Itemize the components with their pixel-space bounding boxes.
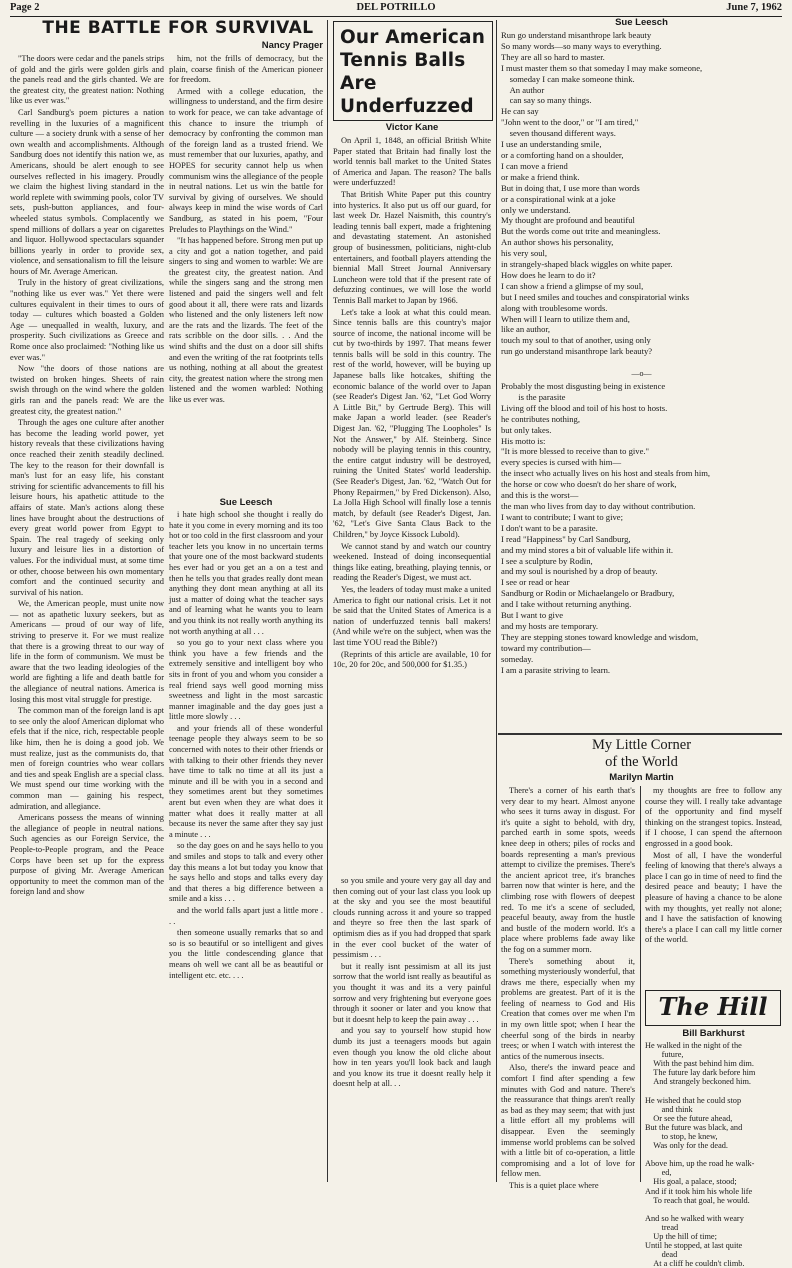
battle-right-column	[169, 54, 323, 484]
battle-paragraph: Carl Sandburg's poem pictures a nation revelling in the luxuries of a magnificent culture — a society drunk with a sense of her own wealth and accomplishments. Although Sandburg does not identify this nation we, as Americans, should be alert enough to see ourselves reflected in his imagery. Proudly we claim the highest living standard in the world replete with swimming pools, color TV sets, push-button appliances, and four-wheeled status symbols. Complacently we spend millions of dollars a year on cigarettes and liquor. Hollywood spectaculars squander billions yearly in order to provide sex, violence, and sensationalism to fill the leisure hours of Mr. Average American.	[10, 107, 164, 276]
corner-left-column	[501, 786, 635, 1190]
tennis-title-line: Underfuzzed	[340, 96, 474, 117]
battle-paragraph: him, not the frills of democracy, but the plain, coarse finish of the American pioneer for freedom.	[169, 54, 323, 85]
battle-left-column	[10, 54, 164, 1181]
tennis-paragraph: That British White Paper put this country into hysterics. It also put us off our guard, for last week Dr. Hazel Naismith, this country's leading tennis ball expert, made a frightening and devastating statement. An astonished group of businessmen, politicians, night-club entertainers, and football players attending the biennial Mall Street Journal Anniversary Luncheon were told that if the present rate of defuzzing continues, we will lose the world Tennis Ball market to Japan by 1966.	[333, 189, 491, 305]
leesch-poem-part1: Run go understand misanthrope lark beauty So many words—so many ways to everything. They are all so hard to master. I must master them so that someday I may make someone, someday I can make someone think. An author can say so many things. He can say "John went to the door," or "I am tired," seven thousand different ways. I use an understanding smile, or a comforting hand on a shoulder, I can move a friend or make a friend think. But in doing that, I use more than words or a conspirational wink at a joke only we understand. My thought are profound and beautiful But the words come out trite and meaningless. An author shows his personality, his very soul, in strangely-shaped black wiggles on white paper. How does he learn to do it? I can show a friend a glimpse of my soul, but I need smiles and touches and conspiratorial winks along with troublesome words. When will I learn to utilize them and, like an author, touch my soul to that of another, using only run go understand misanthrope lark beauty?	[501, 30, 703, 357]
tennis-title	[334, 22, 492, 118]
leesch-prose-column	[169, 510, 323, 1182]
hill-poem: He walked in the night of the future, With the past behind him dim. The future lay dark before him And strangely beckoned him. He wished that he could stop and think Or see the future ahead, But the future was black, and to stop, he knew, Was only for the dead. Above him, up the road he walk- ed, His goal, a palace, stood; And if it took him his whole life To reach that goal, he would. And so he walked with weary tread Up the hill of time; Until he stopped, at last quite dead At a cliff he couldn't climb.	[645, 1041, 756, 1268]
battle-paragraph: Truly in the history of great civilizations, "nothing like us ever was." Yet there were cultures equivalent in their times to ours of today — cultures which boasted a Golden Age — unequalled in wealth, luxury, and prosperity. Such civilizations as Greece and Rome once also proclaimed: "Nothing like us ever was."	[10, 278, 164, 362]
corner-right-column	[645, 786, 782, 982]
battle-paragraph: We, the American people, must unite now — not as apathetic luxury seekers, but as Americans — proud of our way of life, striving to preserve it. For we must realize that there is a growing threat to our way of life in the form of communism. We must be aware that the two leading ideologies of the world are fighting a life and death battle for the allegiance of neutral nations. America is losing this most vital struggle for prestige.	[10, 599, 164, 704]
leesch-paragraph: but it really isnt pessimism at all its just sorrow that the world isnt really as beautiful as you thought it was and its a very painful sorrow and very frightening but everyone goes through it sooner or later and you know that but it doesnt help to keep the pain away . . .	[333, 961, 491, 1024]
battle-paragraph: "It has happened before. Strong men put up a city and got a nation together, and paid singers to sing and women to warble: We are the greatest city, the greatest nation. And while the singers sang and the strong men listened and paid the singers well and felt good about it all, there were rats and lizards who listened and the only listeners left now are the rats and the lizards. The feet of the rats scribble on the door sills. . . And the wind shifts and the dust on a door sill shifts and even the writing of the rat footprints tells us nothing, nothing at all about the greatest city, the greatest nation where the strong men listened and the women warbled: Nothing like us ever was.	[169, 236, 323, 404]
column-rule-3	[640, 786, 641, 1182]
leesch-paragraph: and you say to yourself how stupid how dumb its just a teenagers moods but again even though you know the old cliche about how in ten years you'll look back and laugh and you know its true it doesnt really help it doesnt help at all. . .	[333, 1026, 491, 1089]
leesch-paragraph: so the day goes on and he says hello to you and smiles and stops to talk and every other day this means a lot but today you know that he says hello and stops and talks every day and that theres a big difference between a smile and a kiss . . .	[169, 841, 323, 904]
tennis-title-line: Tennis Balls Are	[340, 50, 466, 94]
battle-quote: "The doors were cedar and the panels strips of gold and the girls were golden girls and the panels read and the girls chanted. We are the greatest city, the greatest nation: Nothing like us ever was."	[10, 54, 164, 106]
leesch-paragraph: i hate high school she thought i really do hate it you come in every morning and its too hot or too cold in the first classroom and your teacher lets you know in no uncertain terms that youre one of the most backward students hes ever had or you get an a on a test and then he tells you that grades really dont mean anything they dont mean anything at all its just a matter of doing what the teacher says and of learning what he wants you to learn and you think its not really worth anything its not worth anything at all . . .	[169, 510, 323, 636]
leesch-byline-1: Sue Leesch	[219, 497, 273, 508]
tennis-title-line: Our American	[340, 27, 486, 48]
corner-title-line: of the World	[605, 754, 678, 770]
leesch-paragraph: so you go to your next class where you think you have a few friends and the extremely sensitive and intelligent boy who sits in front of you and whom you consider a real friend says well good morning miss sweetness and light in the most sarcastic manner imaginable and the day goes just a little more slowly . . .	[169, 638, 323, 722]
corner-paragraph: Also, there's the inward peace and comfort I find after spending a few minutes with God and nature. There's the reassurance that things aren't really as bad as they may seem; that with just a little effort all my problems will disappear. Even the seemingly immense world problems can be solved with a little bit of co-operation, a little compromising and a lot of love for fellow men.	[501, 1063, 635, 1179]
hill-byline: Bill Barkhurst	[682, 1028, 745, 1039]
tennis-paragraph: On April 1, 1848, an official British White Paper stated that Britain had finally lost the world tennis ball market to the United States of America and Japan. The reason? The balls were underfuzzed!	[333, 136, 491, 188]
battle-paragraph: The common man of the foreign land is apt to see only the aloof American diplomat who efels that if the nice, rich, respectable people like him, then he is doing a good job. We must realize, just as the communists do, that men of foreign countries who wear collars and ties and speak English are a special class. We must spend our time working with the common man — gaining his respect, admiration, and allegiance.	[10, 706, 164, 811]
battle-paragraph: Through the ages one culture after another has become the leading world power, yet history reveals that these civilizations having once reached their zenith steadily declined. The key to the reason for their downfall is man's lust for an easy life, his constant striving for scientific advancements to fill his leisure hours, his apathetic attitude to the affairs of state. Man's actions along these lines have brought about the destructions of every great world power from Egypt to Spain. The real tragedy of seeking only luxury and leisure lies in a distortion of values. For the individual must, at some time or other, choose between his own momentary comfort and the continued security and survival of his nation.	[10, 418, 164, 597]
leesch-byline-2: Sue Leesch	[615, 17, 668, 28]
page-number: Page 2	[10, 2, 40, 13]
leesch-prose-continued	[333, 876, 491, 1182]
tennis-paragraph: Yes, the leaders of today must make a united America to fight our national crisis. Let it not be said that the United States of America is a nation of underfuzzed tennis ball makers! (And while we're on the subject, when was the last time YOU read the Bible?)	[333, 584, 491, 647]
battle-paragraph: Now "the doors of those nations are twisted on broken hinges. Sheets of rain swish through on the wind where the golden girls ran and the panels read: We are the greatest city, the greatest nation."	[10, 364, 164, 416]
leesch-paragraph: so you smile and youre very gay all day and then coming out of your last class you look up at the sky and you see the most beautiful clouds running across it and youre so trapped and theyre so free then the last spark of optimism dies as if you had dropped that spark in the ever cool bucket of the water of pessimism . . .	[333, 876, 491, 960]
corner-paragraph: Most of all, I have the wonderful feeling of knowing that there's always a place I can go in time of need to find the desired peace and beauty; I have the pleasure of having a chance to be alone with my thoughts, yet really not alone; and I have the satisfaction of knowing there's a place I can call my little corner of the world.	[645, 850, 782, 945]
column-rule-2	[496, 20, 497, 1182]
battle-title: THE BATTLE FOR SURVIVAL	[42, 18, 314, 38]
paper-name: DEL POTRILLO	[356, 2, 436, 13]
battle-byline: Nancy Prager	[261, 40, 323, 51]
corner-paragraph: This is a quiet place where	[509, 1180, 599, 1190]
tennis-byline: Victor Kane	[385, 122, 439, 133]
tennis-title-box	[333, 21, 493, 121]
corner-byline: Marilyn Martin	[609, 772, 674, 783]
corner-paragraph: There's a corner of his earth that's very dear to my heart. Almost anyone who sees it turns away in disgust. For it's quite a sight to behold, with dry, parched earth in some spots, weeds knee deep in others; piles of rocks and boards representing a man's previous attempt to civilize the premises. There's the ancient apricot tree, it's branches barren now that winter is here, and the climbing rose with flowers of deepest red. To me it's a scene of secluded, peaceful beauty, away from the hustle and bustle of the modern world. It's a place where problems fade away like the fog on a summer morn.	[501, 786, 635, 954]
battle-paragraph: Armed with a college education, the willingness to understand, and the firm desire to work for peace, we can take advantage of this chance to insure the triumph of democracy by confronting the common man of the foreign land as a trusted friend. We must remember that our luxuries, apathy, and HOPES for security cannot help us when communism wins the allegiance of the people in neutral nations. Let us win the battle for survival by giving of ourselves. We should always keep in mind the wise words of Carl Sandburg, as stated in his poem, "Four Preludes to Playthings on the Wind."	[169, 86, 323, 234]
column-rule-1	[327, 20, 328, 1182]
tennis-column	[333, 136, 491, 871]
leesch-paragraph: and your friends all of these wonderful teenage people they always seem to be so concerned with notes to their other friends or with talking to their other friends they never have time to talk no time at all its just a minute and ill be with you in a second and they sometimes arent but they sometimes arent but even when they are what does it matter what does it really matter at all because its never the same after they say just a minute . . .	[169, 723, 323, 839]
corner-paragraph: my thoughts are free to follow any course they will. I really take advantage of the opportunity and find myself thinking on the strangest topics. Instead, if I choose, I can spend the afternoon engrossed in a good book.	[645, 786, 782, 848]
poem-divider: —o—	[631, 369, 652, 378]
section-rule	[498, 733, 782, 735]
corner-paragraph: There's something about it, something mysteriously wonderful, that draws me there, especially when my problems are greatest. Part of it is the feeling of nearness to God and His Creation that comes over me when I'm in my own little spot; when I hear the cheerful song of the birds in nearby trees; or when I watch with interest the antics of the numerous insects.	[501, 956, 635, 1061]
tennis-paragraph: We cannot stand by and watch our country weekened. Instead of doing inconsequential things like eating, breathing, playing tennis, or reading the Reader's Digest, we must act.	[333, 541, 491, 583]
tennis-paragraph: (Reprints of this article are available, 10 for 10c, 20 for 20c, and 500,000 for $1.35.)	[333, 649, 491, 670]
corner-title	[501, 737, 782, 771]
hill-title-box	[645, 990, 781, 1026]
leesch-poem-part2: Probably the most disgusting being in existence is the parasite Living off the blood and toil of his host to hosts. he contributes nothing, but only takes. His motto is: "It is more blessed to receive than to give." every species is cursed with him— the insect who actually lives on his host and steals from him, the horse or cow who doesn't do her share of work, and this is the worst— the man who lives from day to day without contribution. I want to contribute; I want to give; I don't want to be a parasite. I read "Happiness" by Carl Sandburg, and my mind stores a bit of valuable life within it. I see a sculpture by Rodin, and my soul is nourished by a drop of beauty. I see or read or hear Sandburg or Rodin or Michaelangelo or Bradbury, and I take without returning anything. But I want to give and my hosts are temporary. They are stepping stones toward knowledge and wisdom, toward my contribution— someday. I am a parasite striving to learn.	[501, 381, 711, 675]
leesch-paragraph: and the world falls apart just a little more . . .	[169, 905, 323, 926]
hill-title: The Hill	[658, 992, 768, 1021]
page-header	[10, 2, 782, 17]
corner-title-line: My Little Corner	[591, 737, 692, 753]
battle-paragraph: Americans possess the means of winning the allegiance of people in neutral nations. Such agencies as our Foreign Service, the People-to-People program, and the Peace Corps have been set up for the express purpose of giving Mr. Average American opportunity to meet the common man of the foreign land and show	[10, 813, 164, 897]
leesch-paragraph: then someone usually remarks that so and so is so beautiful or so intelligent and gives you the little condescending glance that means oh well we cant all be as beautiful or intelligent etc. etc. . . .	[169, 928, 323, 980]
issue-date: June 7, 1962	[726, 2, 782, 13]
tennis-paragraph: Let's take a look at what this could mean. Since tennis balls are this country's major source of income, the national income will be cut by two-thirds by 1997. That means fewer tennis balls will be sold in this country. The rest of the world, however, will be buying up Japanese balls like hotcakes, shifting the economic balance of the world over to Japan (see Reader's Digest Jan. '62, "Let God Worry A Little Bit," by Gertrude Berg). This will make Japan a world leader. (see Reader's Digest Jan. '62, "Plugging The Loopholes" Is Not the Answer," by Alf. Steinberg. Since nobody will be playing tennis in this country, the entire catgut industry will be destroyed, ruining the United States' world leadership. (See Reader's Digest, Jan. '62, "Watch Out for Phony Repairmen," by Fred Dickenson). Also, La Jolla High School will finally lose a tennis match, by default (see Reader's Digest, Jan. '62, "Let's Give Santa Claus Back to the Children," by Joyce Kissock Lubold).	[333, 307, 491, 539]
